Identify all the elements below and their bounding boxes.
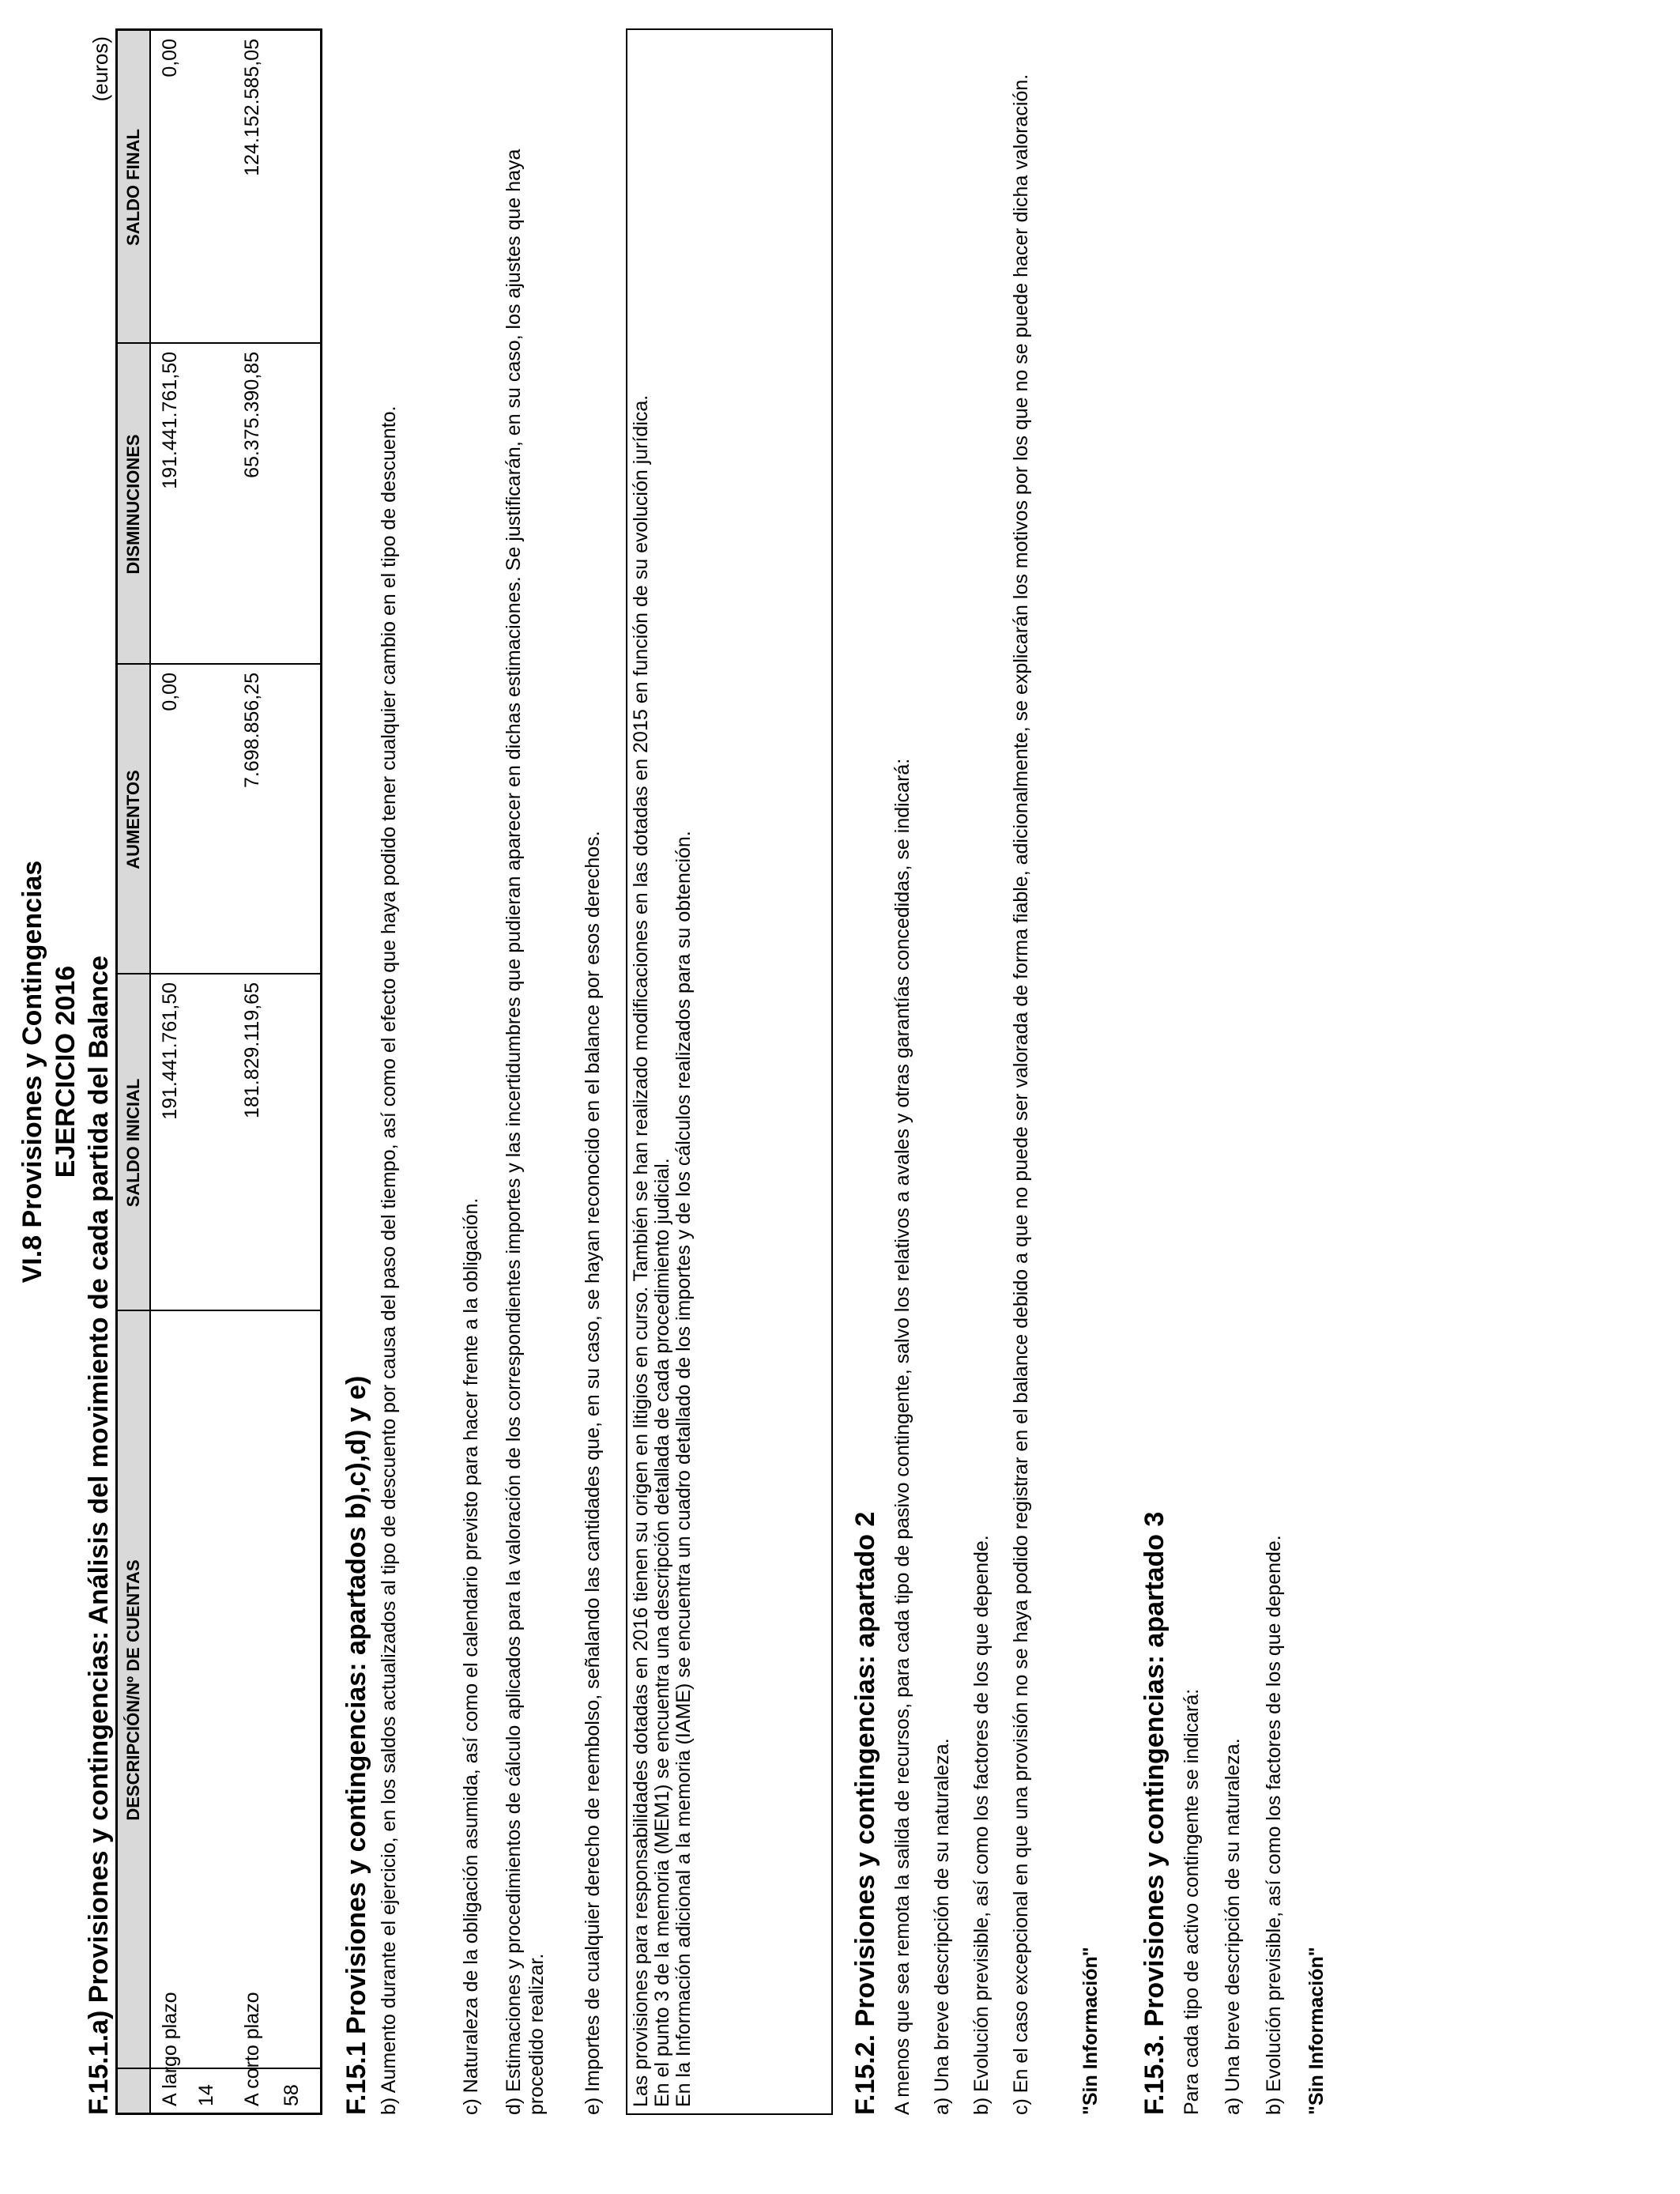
row-saldo-final: 0,00 [159,39,181,77]
header-disminuciones: DISMINUCIONES [123,434,143,575]
section-3-item-a: a) Una breve descripción de su naturaleza. [1222,1738,1244,2115]
row-description: A largo plazo [159,1992,181,2106]
row-accounts: 58 [281,2084,303,2106]
row-disminuciones: 65.375.390,85 [241,352,263,478]
row-saldo-inicial: 191.441.761,50 [159,982,181,1120]
row-aumentos: 7.698.856,25 [241,673,263,788]
row-saldo-inicial: 181.829.119,65 [241,982,263,1118]
response-line: En el punto 3 de la memoria (MEM1) se encuentra una descripción detallada de cada procedimiento judicial. [651,1158,673,2107]
row-disminuciones: 191.441.761,50 [159,352,181,489]
page-year: EJERCICIO 2016 [51,965,81,1178]
header-saldo-final: SALDO FINAL [123,129,143,246]
provisions-table [115,28,322,2115]
section-1-item-c: c) Naturaleza de la obligación asumida, así como el calendario previsto para hacer frente a la obligación. [460,1197,482,2115]
row-aumentos: 0,00 [159,673,181,711]
section-1-item-d: d) Estimaciones y procedimientos de cálculo aplicados para la valoración de los correspondientes importes y las incertidumbres que pudieran aparecer en dichas estimaciones. Se justificarán, en su caso, los ajustes que haya procedido realizar. [503,149,548,2115]
section-2-item-a: a) Una breve descripción de su naturaleza. [931,1738,953,2115]
row-saldo-final: 124.152.585,05 [241,39,263,176]
header-descripcion: DESCRIPCIÓN/Nº DE CUENTAS [123,1559,143,1821]
response-line: Las provisiones para responsabilidades dotadas en 2016 tienen su origen en litigios en curso. También se han realizado modificaciones en las dotadas en 2015 en función de su evolución jurídica. [630,394,652,2107]
row-accounts: 14 [195,2084,217,2106]
section-a-heading: F.15.1.a) Provisiones y contingencias: Análisis del movimiento de cada partida del Balance [84,956,114,2115]
header-aumentos: AUMENTOS [123,770,143,869]
unit-label: (euros) [89,36,112,102]
section-2-intro: A menos que sea remota la salida de recursos, para cada tipo de pasivo contingente, salvo los relativos a avales y otras garantías concedidas, se indicará: [891,758,913,2115]
header-saldo-inicial: SALDO INICIAL [123,1078,143,1208]
response-line: En la Información adicional a la memoria (IAME) se encuentra un cuadro detallado de los importes y de los cálculos realizados para su obtención. [672,831,695,2107]
section-2-item-b: b) Evolución previsible, así como los factores de los que depende. [970,1535,993,2115]
section-1-heading: F.15.1 Provisiones y contingencias: apartados b),c),d) y e) [341,1375,371,2115]
section-3-no-info: "Sin Información" [1305,1947,1328,2115]
section-1-response-box [626,28,833,2115]
row-description: A corto plazo [241,1992,263,2106]
section-3-item-b: b) Evolución previsible, así como los factores de los que depende. [1263,1535,1285,2115]
section-3-heading: F.15.3. Provisiones y contingencias: apartado 3 [1139,1511,1170,2115]
page-title: VI.8 Provisiones y Contingencias [17,860,47,1284]
section-1-item-e: e) Importes de cualquier derecho de reembolso, señalando las cantidades que, en su caso, se hayan reconocido en el balance por esos derechos. [582,831,604,2115]
section-2-no-info: "Sin Información" [1079,1947,1102,2115]
section-2-heading: F.15.2. Provisiones y contingencias: apartado 2 [850,1511,880,2115]
section-2-item-c: c) En el caso excepcional en que una provisión no se haya podido registrar en el balance debido a que no puede ser valorada de forma fiable, adicionalmente, se explicarán los motivos por los que no se puede hacer dicha valoración. [1010,74,1032,2115]
section-3-intro: Para cada tipo de activo contingente se indicará: [1181,1688,1203,2115]
section-1-item-b: b) Aumento durante el ejercicio, en los saldos actualizados al tipo de descuento por causa del paso del tiempo, así como el efecto que haya podido tener cualquier cambio en el tipo de descuento. [378,405,400,2115]
